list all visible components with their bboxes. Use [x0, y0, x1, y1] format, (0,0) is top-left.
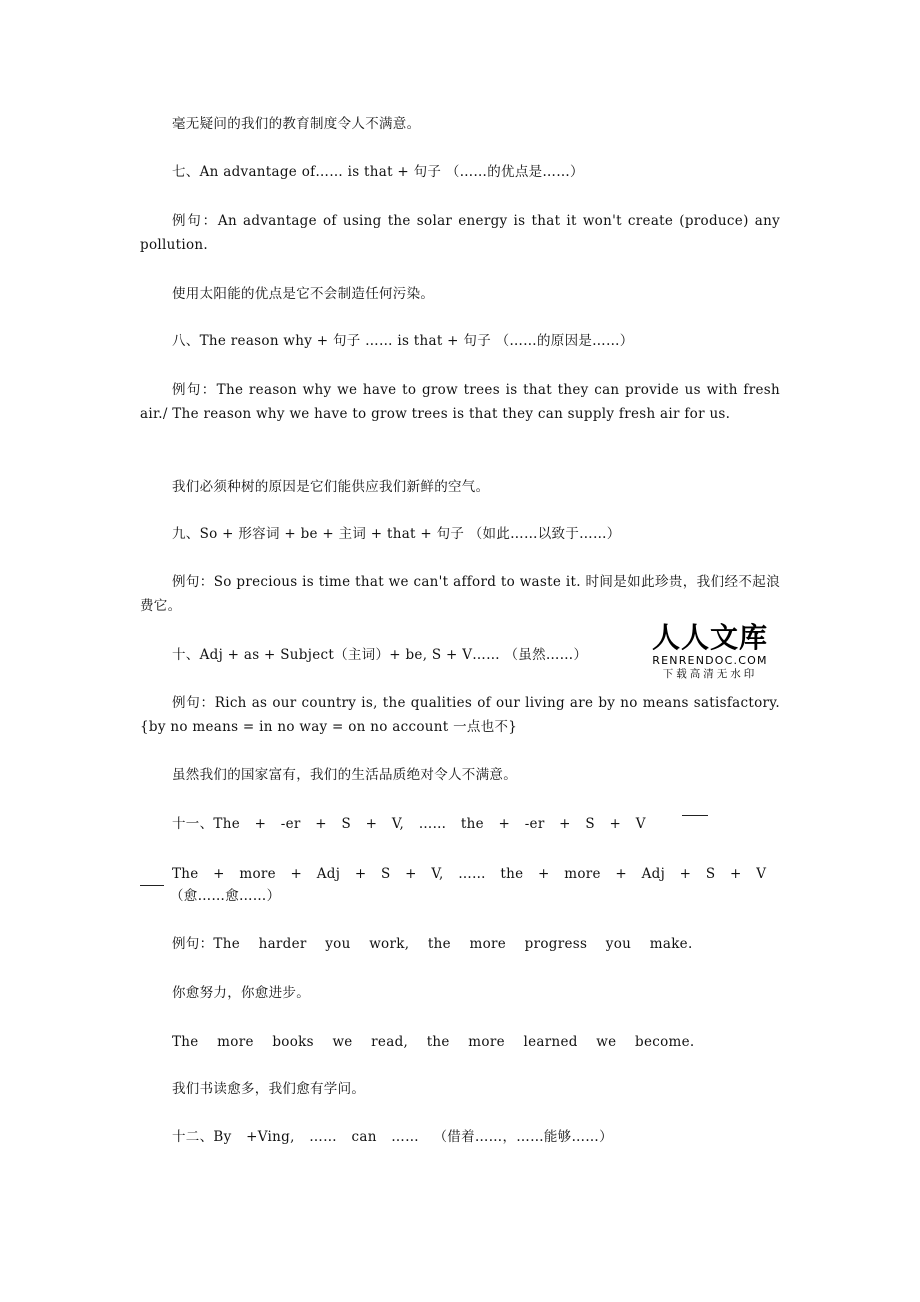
watermark-tagline: 下载高清无水印: [662, 668, 758, 680]
text-line-conclusion: 毫无疑问的我们的教育制度令人不满意。: [172, 116, 421, 132]
heading-pattern-11-meaning: （愈……愈……）: [170, 888, 281, 904]
example-pattern-8: 例句：The reason why we have to grow trees is that they can provide us with fresh air./ The reason why we have to grow trees is that they can supply fresh air for us.: [140, 382, 780, 422]
renrendoc-watermark: [644, 622, 776, 684]
heading-pattern-8: 八、The reason why + 句子 …… is that + 句子 （……的原因是……）: [172, 333, 634, 349]
example-pattern-11: 例句：The harder you work, the more progress you make.: [172, 936, 693, 952]
example-pattern-7: 例句：An advantage of using the solar energy is that it won't create (produce) any pollution.: [140, 213, 780, 253]
translation-pattern-7: 使用太阳能的优点是它不会制造任何污染。: [172, 286, 435, 302]
example-pattern-10: 例句：Rich as our country is, the qualities of our living are by no means satisfactory. {by no means = in no way = on no account 一点也不}: [140, 695, 780, 735]
heading-pattern-7: 七、An advantage of…… is that + 句子 （……的优点是……）: [172, 164, 584, 180]
heading-pattern-12: 十二、By +Ving, …… can …… （借着……，……能够……）: [172, 1129, 613, 1145]
heading-pattern-11-more: The + more + Adj + S + V, …… the + more + Adj + S + V: [172, 866, 767, 882]
example-pattern-9: 例句：So precious is time that we can't afford to waste it. 时间是如此珍贵，我们经不起浪费它。: [140, 574, 780, 614]
dash-rule-left: [140, 885, 164, 886]
watermark-title: 人人文库: [651, 621, 768, 654]
translation-pattern-11-b: 我们书读愈多，我们愈有学问。: [172, 1081, 366, 1097]
heading-pattern-9: 九、So + 形容词 + be + 主词 + that + 句子 （如此……以致于……）: [172, 526, 621, 542]
heading-pattern-10: 十、Adj + as + Subject（主词）+ be, S + V…… （虽然……）: [172, 647, 588, 663]
example-pattern-11-b: The more books we read, the more learned we become.: [172, 1034, 695, 1050]
watermark-domain: RENRENDOC.COM: [652, 654, 768, 667]
heading-pattern-11: 十一、The + -er + S + V, …… the + -er + S + V: [172, 816, 646, 832]
translation-pattern-11: 你愈努力，你愈进步。: [172, 985, 310, 1001]
translation-pattern-8: 我们必须种树的原因是它们能供应我们新鲜的空气。: [172, 479, 490, 495]
translation-pattern-10: 虽然我们的国家富有，我们的生活品质绝对令人不满意。: [172, 767, 517, 783]
dash-rule-top: [682, 815, 708, 816]
